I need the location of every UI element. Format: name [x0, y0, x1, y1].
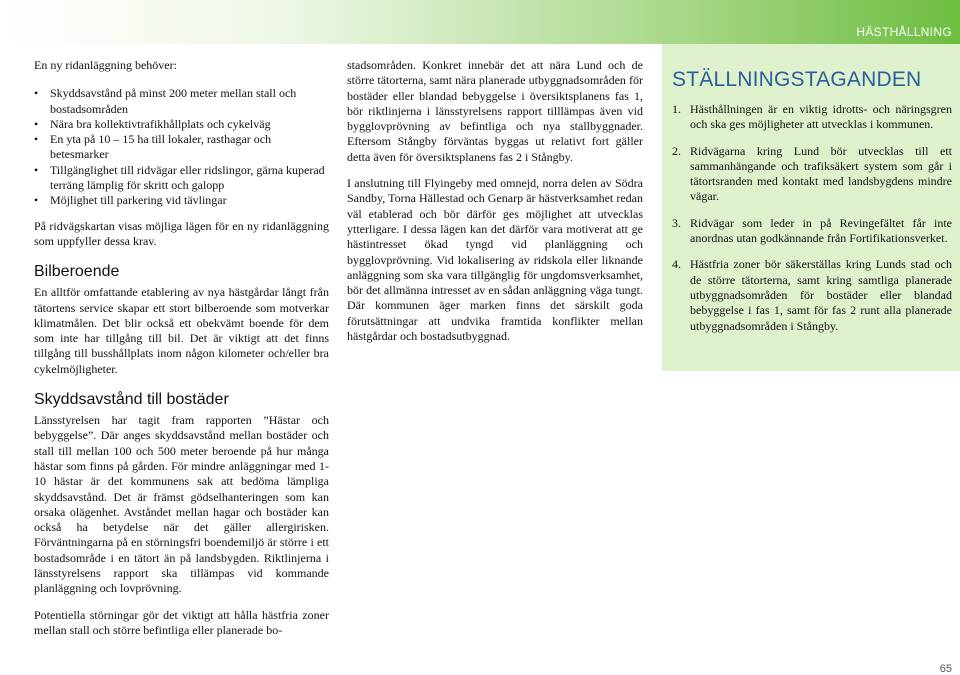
stance-item [672, 144, 952, 205]
stance-text: Hästhållningen är en viktig idrotts- och näringsgren och ska ges möjligheter att utvecklas i kommunen. [690, 102, 952, 132]
stance-item [672, 216, 952, 247]
stance-text: Hästfria zoner bör säkerställas kring Lunds stad och de större tätorterna, samt kring samtliga planerade utbyggnadsområden för bostäder eller blandad bebyggelse i fas 1, samt för fas 2 runt alla planerade utbyggnadsområden i Stångby. [690, 257, 952, 333]
paragraph: En alltför omfattande etablering av nya hästgårdar långt från tätortens service skapar ett stort bilberoende som motverkar klimatmålen. Det blir också ett obekvämt boende för dem som inte har tillgång till bil. Det är viktigt att det finns tillgång till busshållplats inom någon kilometer och/eller bra cykelmöjligheter. [34, 285, 329, 376]
stance-text: Ridvägar som leder in på Revingefältet får inte anordnas utan godkännande från Fortifikationsverket. [690, 215, 952, 246]
stance-number: 1. [672, 102, 681, 116]
list-item: • En yta på 10 – 15 ha till lokaler, rasthagar och betesmarker [34, 132, 329, 163]
list-item: • Nära bra kollektivtrafikhållplats och cykelväg [34, 117, 329, 132]
paragraph: Länsstyrelsen har tagit fram rapporten ”Hästar och bebyggelse”. Där anges skyddsavstånd mellan bostäder och stall till mellan 100 och 500 meter beroende på hur många hästar som finns på gården. För mindre anläggningar med 1-10 hästar är det kommunens sak att bedöma lämpliga skyddsavstånd. Det är främst gödselhanteringen som kan orsaka olägenhet. Avståndet mellan hagar och bostäder kan också ha betydelse när det gäller allergirisken. Förväntningarna på en störningsfri boendemiljö är större i ett bostadsområde i en tätort än på landsbygden. Riktlinjerna i länsstyrelsens rapport ska tillämpas vid kommande planläggning och lovprövning. [34, 413, 329, 596]
heading-skyddsavstand: Skyddsavstånd till bostäder [34, 391, 229, 409]
list-item: • Skyddsavstånd på minst 200 meter mellan stall och bostadsområden [34, 86, 329, 117]
column-left [34, 58, 329, 638]
stance-item [672, 102, 952, 133]
list-item: • Tillgänglighet till ridvägar eller ridslingor, gärna kuperad terräng lämplig för skritt och galopp [34, 163, 329, 194]
column-middle [347, 58, 643, 344]
paragraph: I anslutning till Flyingeby med omnejd, norra delen av Södra Sandby, Torna Hällestad och Genarp är hästverksamhet redan väl etablerad och bör därför ges möjlighet att utvecklas ytterligare. I dessa lägen kan det därför vara motiverat att ge hästintresset ökad tyngd vid planläggning och bygglovprövning. Vid lokalisering av ridskola eller liknande anläggning som ska vara tillgänglig för ungdomsverksamhet, bör det allmänna intresset av en sådan anläggning väga tungt. Där kommunen äger marken finns det särskilt goda förutsättningar att undvika framtida konflikter mellan hästgårdar och bostadsutbyggnad. [347, 176, 643, 344]
stance-number: 4. [672, 257, 681, 272]
intro-text: En ny ridanläggning behöver: [34, 58, 177, 72]
paragraph: Potentiella störningar gör det viktigt att hålla hästfria zoner mellan stall och större befintliga eller planerade bo- [34, 607, 329, 637]
stance-number: 2. [672, 143, 681, 158]
stance-number: 3. [672, 215, 681, 230]
column-right [672, 68, 952, 345]
page-number: 65 [939, 663, 952, 675]
paragraph: stadsområden. Konkret innebär det att nära Lund och de större tätorterna, samt nära planerade utbyggnadsområden för bostäder eller blandad bebyggelse i översiktsplanens fas 1, bör riktlinjerna i länsstyrelsens rapport tilllämpas även vid bygglovprövning av befintliga och nya stallbyggnader. Eftersom Stångby förväntas byggas ut relativt fort gäller detta även för översiktsplanens fas 2 i Stångby. [347, 58, 643, 164]
stance-item [672, 257, 952, 333]
list-item: • Möjlighet till parkering vid tävlingar [34, 193, 329, 208]
heading-bilberoende: Bilberoende [34, 263, 120, 281]
stance-list [672, 102, 952, 334]
stance-text: Ridvägarna kring Lund bör utvecklas till ett sammanhängande och trafiksäkert system som går i tätortsranden med kontakt med landsbygdens mindre vägar. [690, 143, 952, 204]
header-band [0, 0, 960, 44]
paragraph: På ridvägskartan visas möjliga lägen för en ny ridanläggning som uppfyller dessa krav. [34, 218, 329, 248]
stance-heading: STÄLLNINGSTAGANDEN [672, 68, 922, 91]
section-label: HÄSTHÅLLNING [856, 25, 952, 39]
requirements-list [34, 86, 329, 208]
